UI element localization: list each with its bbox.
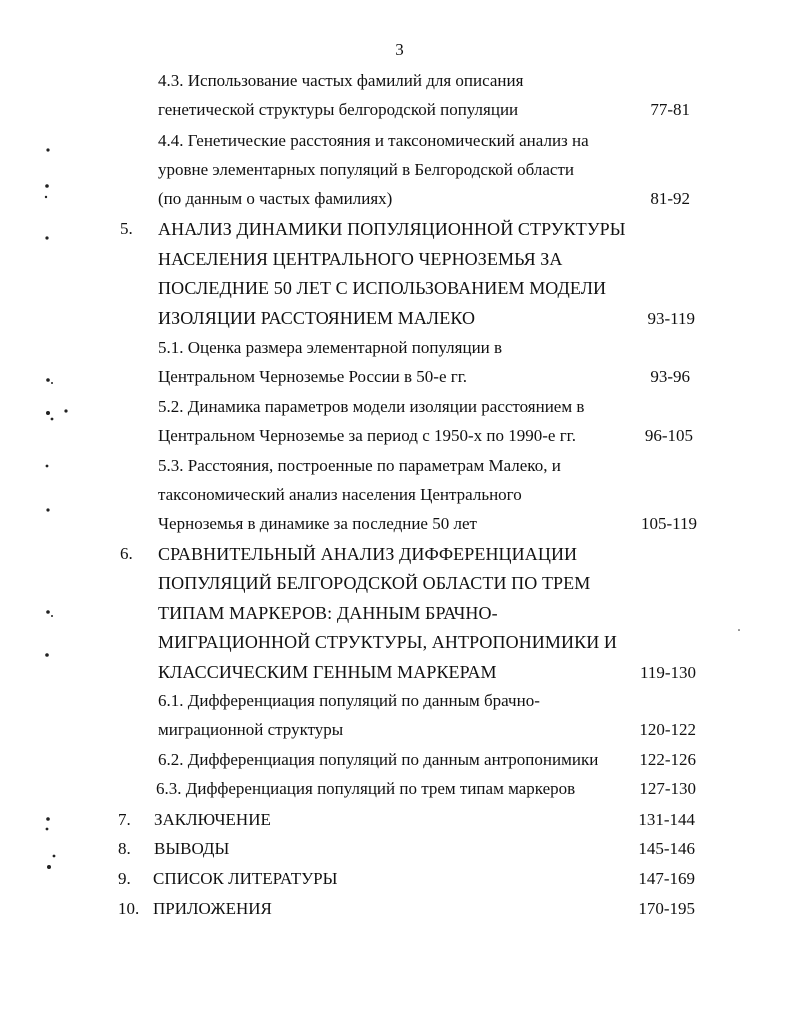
page-number: 3 xyxy=(395,40,404,59)
toc-chapter-line: АНАЛИЗ ДИНАМИКИ ПОПУЛЯЦИОННОЙ СТРУКТУРЫ xyxy=(158,219,626,239)
toc-entry-line: 5.1. Оценка размера элементарной популяции в xyxy=(158,338,503,357)
toc-chapter-title: СПИСОК ЛИТЕРАТУРЫ xyxy=(153,869,338,888)
toc-chapter-title: ВЫВОДЫ xyxy=(154,839,230,858)
toc-entry-pages: 93-96 xyxy=(650,367,690,386)
toc-chapter-pages: 170-195 xyxy=(638,899,695,918)
toc-entry-line: 5.2. Динамика параметров модели изоляции расстоянием в xyxy=(158,397,585,416)
toc-chapter-number: 10. xyxy=(118,899,140,918)
toc-entry-line: 6.2. Дифференциация популяций по данным антропонимики xyxy=(158,750,599,769)
toc-entry-pages: 77-81 xyxy=(650,100,690,119)
toc-chapter-pages: 119-130 xyxy=(639,663,696,682)
toc-entry-line: 6.1. Дифференциация популяций по данным брачно- xyxy=(158,691,540,710)
toc-chapter-line: ПОПУЛЯЦИЙ БЕЛГОРОДСКОЙ ОБЛАСТИ ПО ТРЕМ xyxy=(158,573,591,593)
toc-entry-line: 6.3. Дифференциация популяций по трем типам маркеров xyxy=(156,779,576,798)
toc-chapter-number: 8. xyxy=(118,839,131,858)
toc-chapter-line: МИГРАЦИОННОЙ СТРУКТУРЫ, АНТРОПОНИМИКИ И xyxy=(158,632,617,652)
toc-chapter-pages: 145-146 xyxy=(638,839,695,858)
toc-chapter-title: ПРИЛОЖЕНИЯ xyxy=(153,899,272,918)
toc-entry-line: 4.4. Генетические расстояния и таксономический анализ на xyxy=(158,131,589,150)
toc-chapter-line: СРАВНИТЕЛЬНЫЙ АНАЛИЗ ДИФФЕРЕНЦИАЦИИ xyxy=(158,544,578,564)
toc-chapter-line: ИЗОЛЯЦИИ РАССТОЯНИЕМ МАЛЕКО xyxy=(158,308,476,328)
toc-chapter-number: 5. xyxy=(120,219,133,238)
toc-entry-line: миграционной структуры xyxy=(158,720,344,739)
toc-chapter-pages: 131-144 xyxy=(638,810,695,829)
toc-entry-line: Центральном Черноземье России в 50-е гг. xyxy=(158,367,468,386)
toc-entry-pages: 96-105 xyxy=(644,426,693,445)
toc-entry-pages: 81-92 xyxy=(650,189,690,208)
toc-entry-line: 4.3. Использование частых фамилий для описания xyxy=(158,71,524,90)
toc-chapter-line: ПОСЛЕДНИЕ 50 ЛЕТ С ИСПОЛЬЗОВАНИЕМ МОДЕЛИ xyxy=(158,278,607,298)
toc-entry-line: уровне элементарных популяций в Белгородской области xyxy=(158,160,574,179)
toc-entry-line: таксономический анализ населения Центрального xyxy=(158,485,522,504)
toc-chapter-number: 7. xyxy=(118,810,131,829)
toc-entry-line: генетической структуры белгородской популяции xyxy=(158,100,519,119)
toc-entry-line: 5.3. Расстояния, построенные по параметрам Малеко, и xyxy=(158,456,561,475)
toc-chapter-pages: 93-119 xyxy=(647,309,695,328)
toc-chapter-number: 9. xyxy=(118,869,131,888)
toc-entry-pages: 127-130 xyxy=(639,779,696,798)
toc-chapter-pages: 147-169 xyxy=(638,869,695,888)
toc-entry-pages: 120-122 xyxy=(639,720,696,739)
toc-chapter-line: НАСЕЛЕНИЯ ЦЕНТРАЛЬНОГО ЧЕРНОЗЕМЬЯ ЗА xyxy=(158,249,563,269)
toc-entry-line: Черноземья в динамике за последние 50 лет xyxy=(158,514,477,533)
toc-entry-pages: 122-126 xyxy=(639,750,696,769)
toc-chapter-line: ТИПАМ МАРКЕРОВ: ДАННЫМ БРАЧНО- xyxy=(158,603,498,623)
toc-entry-line: (по данным о частых фамилиях) xyxy=(158,189,393,208)
toc-chapter-title: ЗАКЛЮЧЕНИЕ xyxy=(154,810,271,829)
toc-entry-pages: 105-119 xyxy=(640,514,697,533)
toc-chapter-line: КЛАССИЧЕСКИМ ГЕННЫМ МАРКЕРАМ xyxy=(158,662,497,682)
toc-chapter-number: 6. xyxy=(120,544,133,563)
toc-entry-line: Центральном Черноземье за период с 1950-х по 1990-е гг. xyxy=(158,426,576,445)
